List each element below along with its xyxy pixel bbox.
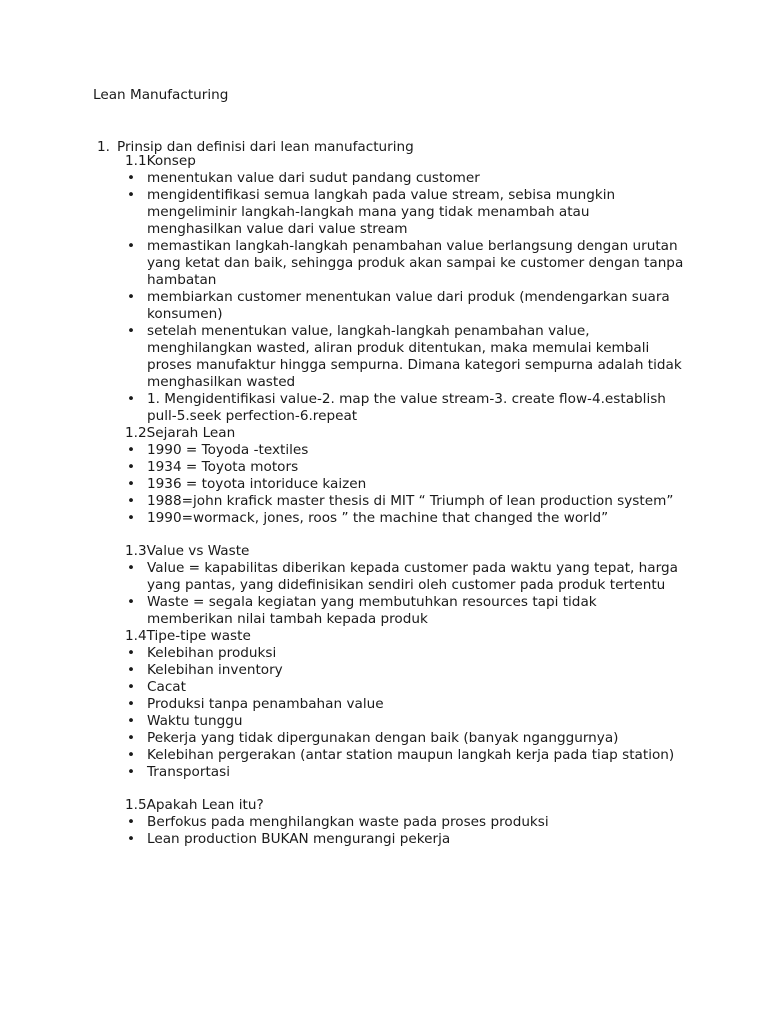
list-item: • 1988=john krafick master thesis di MIT “ Triumph of lean production system” <box>127 493 674 509</box>
bullet-icon: • <box>127 560 136 576</box>
list-item: • Lean production BUKAN mengurangi pekerja <box>127 831 451 847</box>
bullet-icon: • <box>127 289 136 305</box>
list-item: • Transportasi <box>127 764 230 780</box>
subsection-heading-tipe-waste: 1.4Tipe-tipe waste <box>125 628 251 644</box>
list-item: • Pekerja yang tidak dipergunakan dengan baik (banyak nganggurnya) <box>127 730 619 746</box>
bullet-icon: • <box>127 747 136 763</box>
heading-number: 1. <box>97 139 110 155</box>
bullet-icon: • <box>127 170 136 186</box>
bullet-icon: • <box>127 510 136 526</box>
sejarah-list <box>125 442 685 527</box>
list-item: • 1. Mengidentifikasi value-2. map the value stream-3. create flow-4.establish pull-5.seek perfection-6.repeat <box>127 391 666 424</box>
bullet-icon: • <box>127 713 136 729</box>
list-item: • 1936 = toyota intoriduce kaizen <box>127 476 367 492</box>
blank-line <box>125 781 685 797</box>
bullet-icon: • <box>127 645 136 661</box>
list-item: • Kelebihan produksi <box>127 645 277 661</box>
bullet-icon: • <box>127 442 136 458</box>
bullet-icon: • <box>127 814 136 830</box>
blank-line <box>125 527 685 543</box>
bullet-icon: • <box>127 459 136 475</box>
bullet-icon: • <box>127 679 136 695</box>
apakah-lean-list <box>125 814 685 848</box>
bullet-icon: • <box>127 730 136 746</box>
list-item: • menentukan value dari sudut pandang customer <box>127 170 480 186</box>
bullet-icon: • <box>127 696 136 712</box>
list-item: • membiarkan customer menentukan value dari produk (mendengarkan suara konsumen) <box>127 289 670 322</box>
bullet-icon: • <box>127 493 136 509</box>
list-item: • Kelebihan inventory <box>127 662 283 678</box>
list-item: • memastikan langkah-langkah penambahan value berlangsung dengan urutan yang ketat dan baik, sehingga produk akan sampai ke customer dengan tanpa hambatan <box>127 238 684 288</box>
list-item: • setelah menentukan value, langkah-langkah penambahan value, menghilangkan wasted, aliran produk ditentukan, maka memulai kembali proses manufaktur hingga sempurna. Dimana kategori sempurna adalah tidak menghasilkan wasted <box>127 323 682 390</box>
list-item: • 1990 = Toyoda -textiles <box>127 442 309 458</box>
bullet-icon: • <box>127 594 136 610</box>
heading-text: Prinsip dan definisi dari lean manufacturing <box>117 139 414 155</box>
konsep-list <box>125 170 685 425</box>
list-item: • Produksi tanpa penambahan value <box>127 696 384 712</box>
list-item: • 1934 = Toyota motors <box>127 459 299 475</box>
list-item: • mengidentifikasi semua langkah pada value stream, sebisa mungkin mengeliminir langkah-langkah mana yang tidak menambah atau menghasilkan value dari value stream <box>127 187 616 237</box>
bullet-icon: • <box>127 476 136 492</box>
list-item: • Waste = segala kegiatan yang membutuhkan resources tapi tidak memberikan nilai tambah kepada produk <box>127 594 597 627</box>
value-waste-list <box>125 560 685 628</box>
bullet-icon: • <box>127 831 136 847</box>
subsection-heading-apakah-lean: 1.5Apakah Lean itu? <box>125 797 264 813</box>
bullet-icon: • <box>127 391 136 407</box>
list-item: • Waktu tunggu <box>127 713 243 729</box>
tipe-waste-list <box>125 645 685 781</box>
bullet-icon: • <box>127 323 136 339</box>
subsection-heading-sejarah: 1.2Sejarah Lean <box>125 425 236 441</box>
list-item: • Value = kapabilitas diberikan kepada customer pada waktu yang tepat, harga yang pantas, yang didefinisikan sendiri oleh customer pada produk tertentu <box>127 560 678 593</box>
subsection-heading-value-vs-waste: 1.3Value vs Waste <box>125 543 250 559</box>
document-body <box>125 153 685 848</box>
list-item: • Kelebihan pergerakan (antar station maupun langkah kerja pada tiap station) <box>127 747 675 763</box>
bullet-icon: • <box>127 238 136 254</box>
bullet-icon: • <box>127 764 136 780</box>
document-title: Lean Manufacturing <box>93 87 229 103</box>
list-item: • 1990=wormack, jones, roos ” the machine that changed the world” <box>127 510 609 526</box>
bullet-icon: • <box>127 187 136 203</box>
subsection-heading-konsep: 1.1Konsep <box>125 153 196 169</box>
list-item: • Berfokus pada menghilangkan waste pada proses produksi <box>127 814 549 830</box>
bullet-icon: • <box>127 662 136 678</box>
list-item: • Cacat <box>127 679 186 695</box>
